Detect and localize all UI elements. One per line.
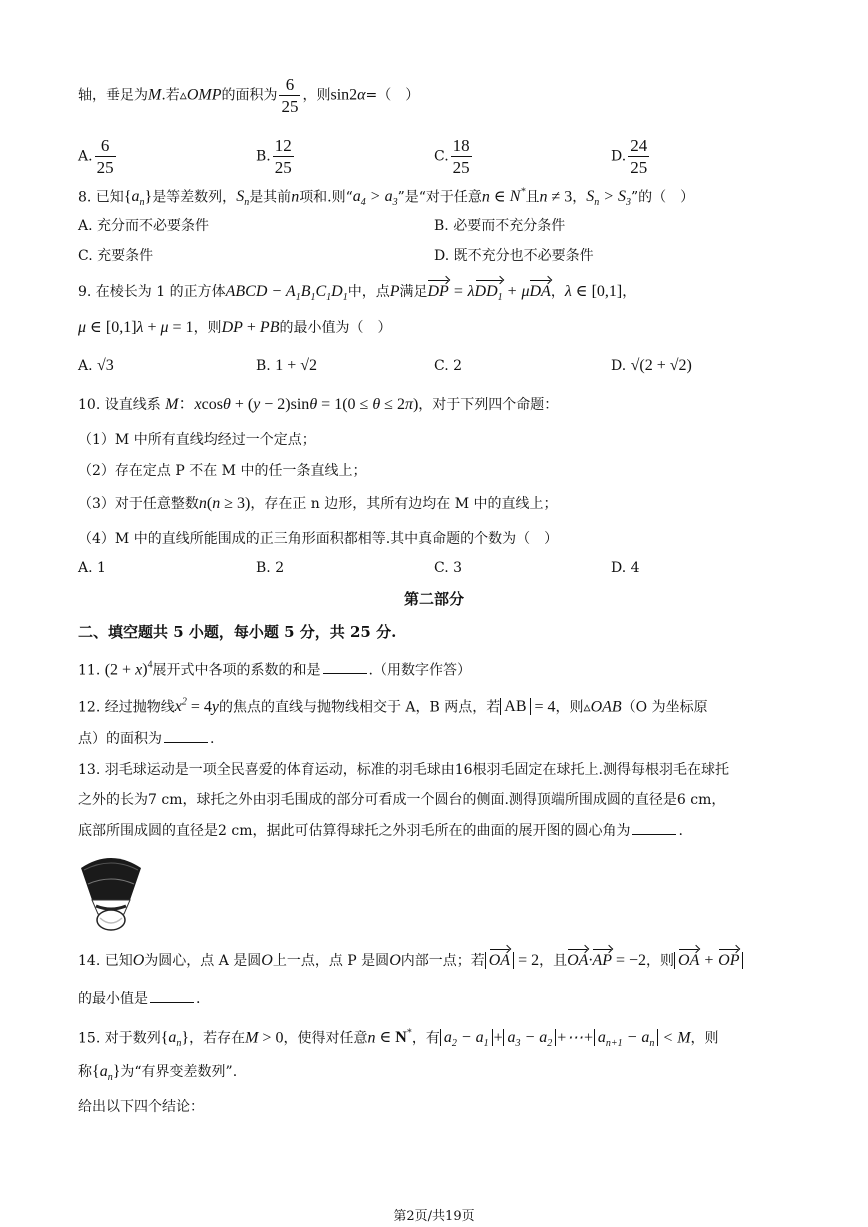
q14-line2: 的最小值是 . [78,988,200,1009]
q9-option-d: D. √(2 + √2) [611,357,692,374]
q9-option-c: C. 2 [434,358,463,374]
q7-line: 轴，垂足为M.若▵OMP的面积为 $\frac{6}{25}$ ，则sin2α=（ ） [78,75,420,116]
q7-option-a: A. $\frac{6}{25}$ [78,136,114,177]
q8-option-b: B. 必要而不充分条件 [434,218,566,234]
answer-blank [150,988,194,1003]
q9-stem: 9. 在棱长为 1 的正方体ABCD − $A_1B_1C_1D_1$中，点P满足DP = λDD$_1$ + μDA，λ ∈ [0,1]， [78,282,636,308]
q8-stem: 8. 已知$\{a_n\}$是等差数列，$S_n$是其前n项和.则“$a_4 > a_3$”是“对于任意n ∈ N*且n ≠ 3，$S_n > S_3$”的（ ） [78,187,695,209]
q7-option-c: C. $\frac{18}{25}$ [434,136,470,177]
q12: 12. 经过抛物线$x^2 = 4y$的焦点的直线与抛物线相交于 A，B 两点，若 AB = 4，则▵OAB（O 为坐标原 [78,697,708,716]
q9-option-b: B. 1 + √2 [256,357,318,374]
q13-line3: 底部所围成圆的直径是2 cm，据此可估算得球托之外羽毛所在的曲面的展开图的圆心角为 . [78,820,683,841]
q15: 15. 对于数列$\{a_n\}$，若存在M > 0，使得对任意n ∈ N*，有 $a_2 - a_1 + a_3 - a_2$ +⋯+ $a_{n+1} - a_n < M$，则 [78,1028,719,1050]
page-footer: 第2页/共19页 [393,1209,475,1224]
q10-item-1: （1）M 中所有直线均经过一个定点； [78,432,316,448]
answer-blank [632,820,676,835]
section-heading: 二、填空题共 5 小题，每小题 5 分，共 25 分. [78,623,397,641]
q7-option-b: B. $\frac{12}{25}$ [256,136,292,177]
q15-line2: 称$\{a_n\}$为“有界变差数列”. [78,1063,238,1084]
q8-option-a: A. 充分而不必要条件 [78,218,210,234]
q7-fraction: $\frac{6}{25}$ [281,75,299,116]
answer-blank [323,659,367,674]
q7-option-d: D. $\frac{24}{25}$ [611,136,648,177]
q13-line1: 13. 羽毛球运动是一项全民喜爱的体育运动，标准的羽毛球由16根羽毛固定在球托上.测得每根羽毛在球托 [78,762,729,778]
q10-item-2: （2）存在定点 P 不在 M 中的任一条直线上； [78,463,367,479]
q10-stem: 10. 设直线系 M：xcosθ + (y − 2)sinθ = 1(0 ≤ θ ≤ 2π)，对于下列四个命题： [78,396,559,413]
answer-blank [164,728,208,743]
q8-option-c: C. 充要条件 [78,248,154,264]
q10-option-b: B. 2 [256,560,285,576]
q10-item-4: （4）M 中的直线所能围成的正三角形面积都相等.其中真命题的个数为（ ） [78,531,559,547]
part-title: 第二部分 [403,590,464,608]
q9-option-a: A. √3 [78,357,114,374]
shuttlecock-image [78,848,144,932]
q10-item-3: （3）对于任意整数n(n ≥ 3)，存在正 n 边形，其所有边均在 M 中的直线上； [78,495,558,512]
q10-option-d: D. 4 [611,560,640,576]
q15-line3: 给出以下四个结论： [78,1099,204,1115]
q12-line2: 点）的面积为 . [78,728,214,749]
q9-stem-line2: μ ∈ [0,1]λ + μ = 1，则DP + PB的最小值为（ ） [78,319,392,336]
q10-option-a: A. 1 [78,560,106,576]
q10-option-c: C. 3 [434,560,463,576]
q8-option-d: D. 既不充分也不必要条件 [434,248,594,264]
q13-line2: 之外的长为7 cm，球托之外由羽毛围成的部分可看成一个圆台的侧面.测得顶端所围成圆的直径是6 cm， [78,792,726,808]
q11: 11. $(2 + x)^4$展开式中各项的系数的和是 .（用数字作答） [78,660,471,679]
q14: 14. 已知O为圆心，点 A 是圆O上一点，点 P 是圆O内部一点；若 OA = 2，且OA·AP = −2，则 OA + OP [78,951,743,971]
